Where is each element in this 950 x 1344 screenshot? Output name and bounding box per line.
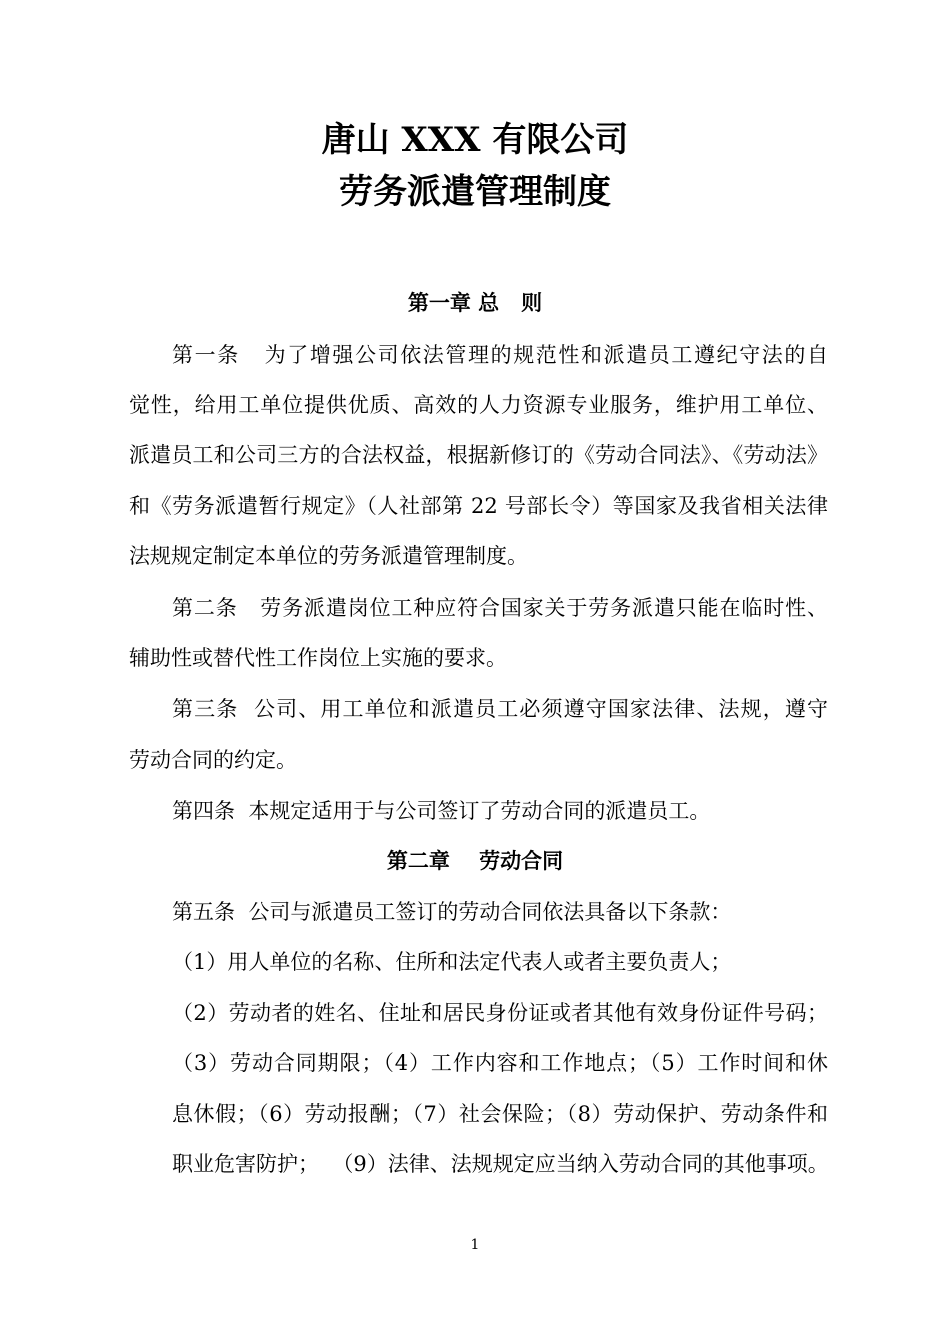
chapter-2-heading: 第二章 劳动合同 bbox=[386, 848, 564, 873]
article-1-line-5: 法规规定制定本单位的劳务派遣管理制度。 bbox=[129, 544, 528, 568]
article-3-line-1: 第三条 公司、用工单位和派遣员工必须遵守国家法律、法规，遵守 bbox=[172, 697, 828, 721]
article-2-line-1: 第二条 劳务派遣岗位工种应符合国家关于劳务派遣只能在临时性、 bbox=[172, 596, 828, 620]
chapter-1-heading: 第一章 总 则 bbox=[407, 290, 543, 315]
article-5-line-1: 第五条 公司与派遣员工签订的劳动合同依法具备以下条款： bbox=[172, 900, 732, 924]
article-2-line-2: 辅助性或替代性工作岗位上实施的要求。 bbox=[129, 646, 507, 670]
article-5-item-1: （1）用人单位的名称、住所和法定代表人或者主要负责人； bbox=[172, 950, 732, 974]
article-5-items-5-8: 息休假；（6）劳动报酬；（7）社会保险；（8）劳动保护、劳动条件和 bbox=[172, 1102, 828, 1126]
article-3-line-2: 劳动合同的约定。 bbox=[129, 748, 297, 772]
article-1-line-3: 派遣员工和公司三方的合法权益，根据新修订的《劳动合同法》、《劳动法》 bbox=[129, 443, 828, 467]
article-1-line-1: 第一条 为了增强公司依法管理的规范性和派遣员工遵纪守法的自 bbox=[172, 343, 828, 367]
article-5-items-8-9: 职业危害防护； （9）法律、法规规定应当纳入劳动合同的其他事项。 bbox=[172, 1152, 829, 1176]
article-1-line-2: 觉性，给用工单位提供优质、高效的人力资源专业服务，维护用工单位、 bbox=[129, 393, 828, 417]
document-title-company: 唐山 XXX 有限公司 bbox=[321, 120, 629, 160]
page-number: 1 bbox=[470, 1237, 480, 1253]
article-5-items-3-5: （3）劳动合同期限；（4）工作内容和工作地点；（5）工作时间和休 bbox=[172, 1051, 828, 1075]
article-1-line-4: 和《劳务派遣暂行规定》（人社部第 22 号部长令）等国家及我省相关法律 bbox=[129, 494, 828, 518]
article-4-line-1: 第四条 本规定适用于与公司签订了劳动合同的派遣员工。 bbox=[172, 799, 711, 823]
document-title-regulation: 劳务派遣管理制度 bbox=[339, 172, 611, 212]
article-5-item-2: （2）劳动者的姓名、住址和居民身份证或者其他有效身份证件号码； bbox=[172, 1001, 828, 1025]
